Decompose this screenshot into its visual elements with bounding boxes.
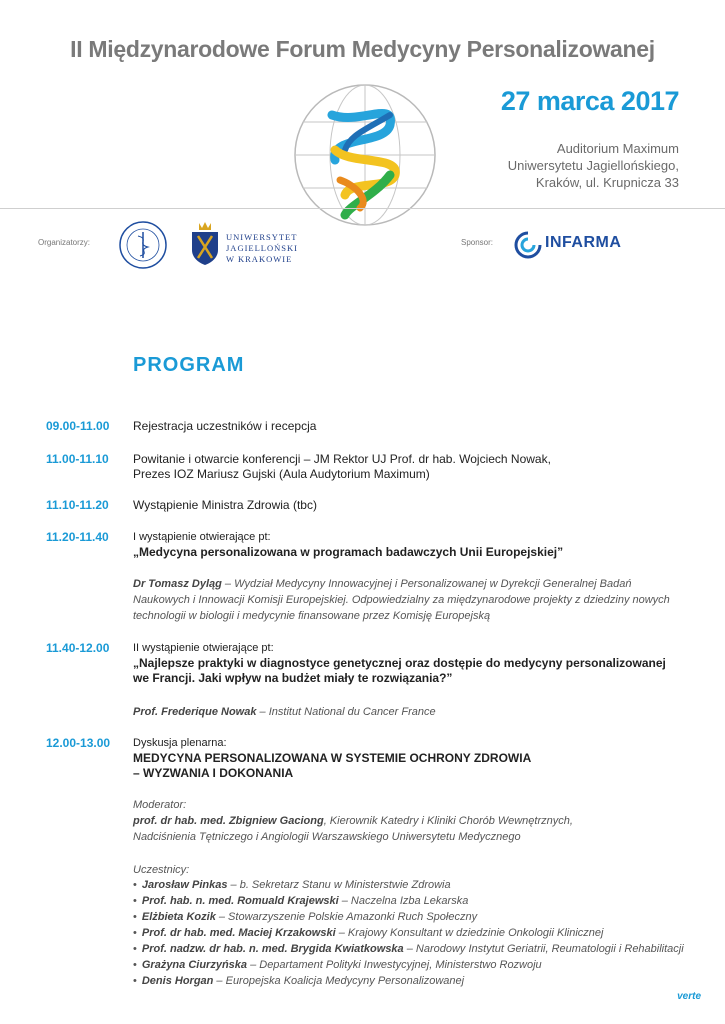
participant-item: • Elżbieta Kozik – Stowarzyszenie Polskie Amazonki Ruch Społeczny bbox=[133, 911, 478, 923]
time-slot: 11.00-11.10 bbox=[46, 452, 109, 466]
speaker-name: Dr Tomasz Dyląg bbox=[133, 578, 222, 590]
event-date: 27 marca 2017 bbox=[500, 86, 679, 116]
agenda-item bbox=[133, 530, 563, 560]
participant-desc: – Narodowy Instytut Geriatrii, Reumatologii i Rehabilitacji bbox=[403, 943, 684, 955]
program-heading: PROGRAM bbox=[133, 354, 245, 376]
participant-desc: – b. Sekretarz Stanu w Ministerstwie Zdrowia bbox=[227, 879, 451, 891]
participant-item: • Prof. nadzw. dr hab. n. med. Brygida Kwiatkowska – Narodowy Instytut Geriatrii, Reumatologii i Rehabilitacji bbox=[133, 943, 684, 955]
moderator-name: prof. dr hab. med. Zbigniew Gaciong bbox=[133, 815, 324, 827]
time-slot: 11.40-12.00 bbox=[46, 641, 110, 655]
agenda-item bbox=[133, 736, 531, 781]
participant-name: Jarosław Pinkas bbox=[141, 879, 228, 891]
speaker-desc: – Institut National du Cancer France bbox=[256, 706, 436, 718]
agenda-item: Rejestracja uczestników i recepcja bbox=[133, 419, 317, 433]
talk-intro: Dyskusja plenarna: bbox=[133, 737, 227, 749]
talk-intro: II wystąpienie otwierające pt: bbox=[133, 642, 274, 654]
participant-name: Prof. nadzw. dr hab. n. med. Brygida Kwiatkowska bbox=[141, 943, 404, 955]
speaker-desc: – Wydział Medycyny Innowacyjnej i Personalizowanej w Dyrekcji Generalnej Badań bbox=[221, 578, 632, 590]
speaker-info bbox=[133, 704, 436, 720]
participant-name: Prof. dr hab. med. Maciej Krzakowski bbox=[141, 927, 336, 939]
venue-line: Kraków, ul. Krupnicza 33 bbox=[535, 175, 679, 190]
participant-desc: – Europejska Koalicja Medycyny Personalizowanej bbox=[213, 975, 465, 987]
participant-name: Prof. hab. n. med. Romuald Krajewski bbox=[141, 895, 339, 907]
time-slot: 09.00-11.00 bbox=[46, 419, 110, 433]
sponsor-label: Sponsor: bbox=[461, 238, 494, 247]
sponsor-name: INFARMA bbox=[545, 234, 622, 251]
participant-item: • Grażyna Ciurzyńska – Departament Polityki Inwestycyjnej, Ministerstwo Rozwoju bbox=[133, 959, 542, 971]
agenda-line: Powitanie i otwarcie konferencji – JM Rektor UJ Prof. dr hab. Wojciech Nowak, bbox=[133, 452, 551, 466]
talk-title-line: we Francji. Jaki wpływ na budżet miały te rozwiązania?” bbox=[133, 671, 453, 685]
participant-item: • Prof. hab. n. med. Romuald Krajewski – Naczelna Izba Lekarska bbox=[133, 895, 469, 907]
time-slot: 11.10-11.20 bbox=[46, 498, 109, 512]
uj-line: JAGIELLOŃSKI bbox=[226, 243, 298, 253]
participant-name: Denis Horgan bbox=[141, 975, 214, 987]
participant-name: Grażyna Ciurzyńska bbox=[141, 959, 248, 971]
participant-item: • Denis Horgan – Europejska Koalicja Medycyny Personalizowanej bbox=[133, 975, 465, 987]
uj-line: W KRAKOWIE bbox=[226, 254, 293, 264]
speaker-name: Prof. Frederique Nowak bbox=[133, 706, 257, 718]
participant-desc: – Krajowy Konsultant w dziedzinie Onkologii Klinicznej bbox=[335, 927, 604, 939]
uj-line: UNIWERSYTET bbox=[226, 232, 298, 242]
moderator-label: Moderator: bbox=[133, 799, 187, 811]
agenda-item: Wystąpienie Ministra Zdrowia (tbc) bbox=[133, 498, 317, 512]
speaker-line bbox=[133, 576, 670, 592]
speaker-line: technologii w biologii i medycynie finansowane przez Komisję Europejską bbox=[133, 610, 491, 622]
venue-line: Uniwersytetu Jagiellońskiego, bbox=[507, 158, 679, 173]
verte-note: verte bbox=[677, 991, 701, 1002]
moderator-info bbox=[133, 797, 573, 845]
uj-wordmark bbox=[226, 232, 298, 265]
participant-item: • Prof. dr hab. med. Maciej Krzakowski – Krajowy Konsultant w dziedzinie Onkologii Klinicznej bbox=[133, 927, 604, 939]
venue-address bbox=[508, 140, 679, 191]
venue-line: Auditorium Maximum bbox=[556, 141, 679, 156]
talk-title-line: „Najlepsze praktyki w diagnostyce genetycznej oraz dostępie do medycyny personalizowanej bbox=[133, 656, 666, 670]
time-slot: 12.00-13.00 bbox=[46, 736, 111, 750]
speaker-line: Naukowych i Innowacji Komisji Europejskiej. Odpowiedzialny za międzynarodowe projekty z dziedziny nowych bbox=[133, 594, 670, 606]
divider bbox=[0, 208, 725, 209]
agenda-item bbox=[133, 641, 666, 686]
moderator-desc: Nadciśnienia Tętniczego i Angiologii Warszawskiego Uniwersytetu Medycznego bbox=[133, 831, 521, 843]
panel-title-line: MEDYCYNA PERSONALIZOWANA W SYSTEMIE OCHRONY ZDROWIA bbox=[133, 751, 532, 765]
participant-desc: – Stowarzyszenie Polskie Amazonki Ruch Społeczny bbox=[215, 911, 478, 923]
participant-desc: – Departament Polityki Inwestycyjnej, Ministerstwo Rozwoju bbox=[247, 959, 542, 971]
participant-name: Elżbieta Kozik bbox=[141, 911, 216, 923]
forum-title: II Międzynarodowe Forum Medycyny Personalizowanej bbox=[70, 36, 655, 62]
agenda-line: Prezes IOZ Mariusz Gujski (Aula Audytorium Maximum) bbox=[133, 467, 430, 481]
time-slot: 11.20-11.40 bbox=[46, 530, 109, 544]
ioz-seal-logo bbox=[118, 220, 168, 270]
speaker-info bbox=[133, 576, 670, 624]
panel-title-line: – WYZWANIA I DOKONANIA bbox=[133, 766, 294, 780]
moderator-desc: , Kierownik Katedry i Kliniki Chorób Wewnętrznych, bbox=[323, 815, 573, 827]
infarma-swirl-icon bbox=[514, 231, 542, 259]
organizers-label: Organizatorzy: bbox=[38, 238, 91, 247]
participant-item: • Jarosław Pinkas – b. Sekretarz Stanu w Ministerstwie Zdrowia bbox=[133, 879, 451, 891]
uj-crest-logo bbox=[190, 220, 220, 266]
participants-label: Uczestnicy: bbox=[133, 864, 190, 876]
talk-intro: I wystąpienie otwierające pt: bbox=[133, 531, 271, 543]
talk-title: „Medycyna personalizowana w programach badawczych Unii Europejskiej” bbox=[133, 545, 564, 559]
participant-desc: – Naczelna Izba Lekarska bbox=[338, 895, 469, 907]
agenda-item bbox=[133, 452, 551, 482]
